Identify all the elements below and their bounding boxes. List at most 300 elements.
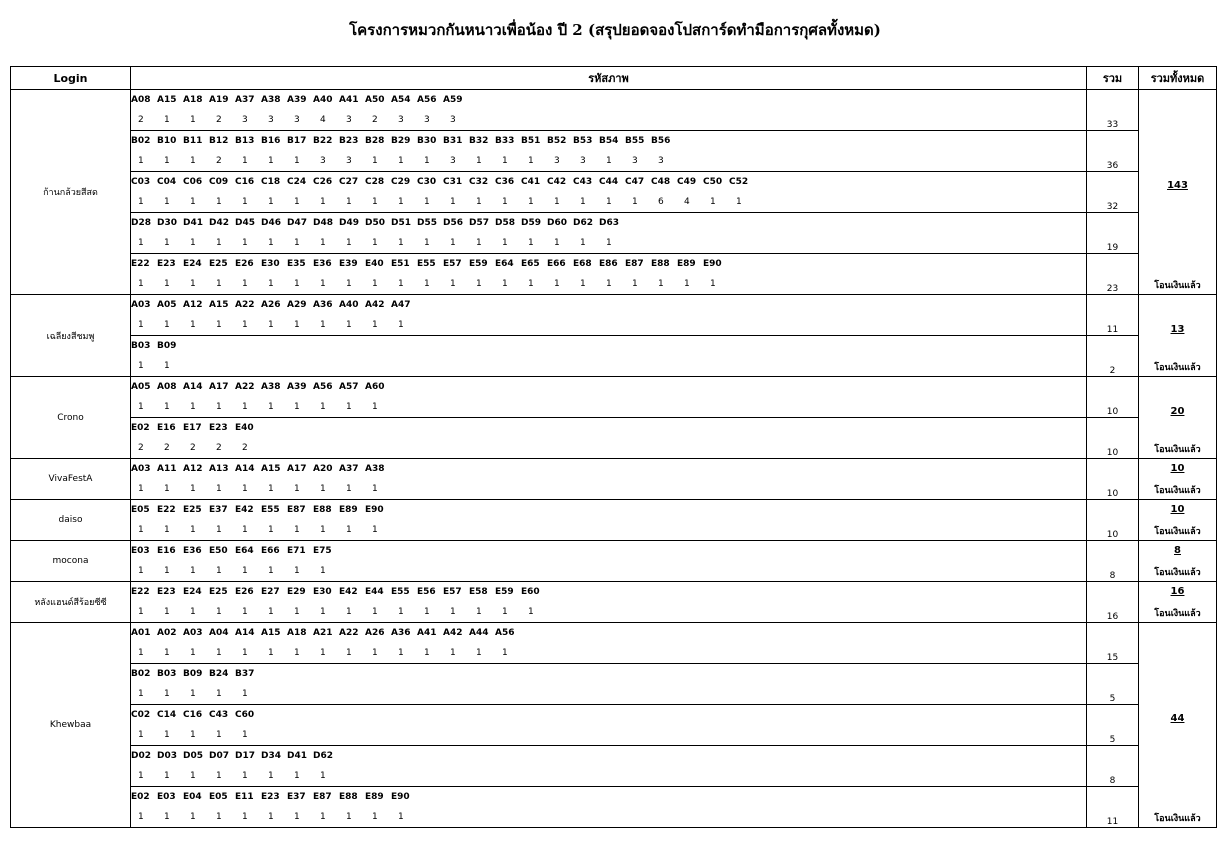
code-line — [131, 213, 1086, 233]
code-line — [131, 623, 1086, 643]
image-code: E90 — [703, 258, 722, 269]
quantity-value: 1 — [138, 237, 144, 248]
image-code: E59 — [495, 586, 514, 597]
quantity-value: 1 — [450, 237, 456, 248]
quantity-value: 1 — [736, 196, 742, 207]
quantity-value: 1 — [294, 237, 300, 248]
image-code: B22 — [313, 135, 333, 146]
image-code: D50 — [365, 217, 385, 228]
login-name: VivaFestA — [11, 459, 131, 500]
quantity-value: 1 — [164, 729, 170, 740]
image-code: A22 — [235, 299, 255, 310]
image-code: E36 — [313, 258, 332, 269]
image-code: B24 — [209, 668, 229, 679]
image-code: E30 — [313, 586, 332, 597]
image-code: A08 — [131, 94, 151, 105]
image-code: A14 — [235, 463, 255, 474]
quantity-value: 1 — [268, 565, 274, 576]
code-line — [131, 746, 1086, 766]
quantity-value: 1 — [268, 237, 274, 248]
quantity-line — [131, 479, 1086, 499]
image-code: E89 — [365, 791, 384, 802]
quantity-value: 1 — [710, 196, 716, 207]
row-sum: 33 — [1087, 90, 1139, 131]
image-code: A21 — [313, 627, 333, 638]
quantity-value: 1 — [294, 770, 300, 781]
image-code: C09 — [209, 176, 229, 187]
image-code: A15 — [157, 94, 177, 105]
image-code: E88 — [651, 258, 670, 269]
quantity-value: 3 — [346, 114, 352, 125]
quantity-value: 1 — [320, 401, 326, 412]
quantity-value: 2 — [242, 442, 248, 453]
quantity-value: 1 — [164, 524, 170, 535]
quantity-value: 1 — [528, 196, 534, 207]
table-row — [11, 787, 1217, 828]
row-sum: 11 — [1087, 295, 1139, 336]
quantity-value: 1 — [164, 319, 170, 330]
quantity-value: 1 — [164, 688, 170, 699]
image-code: C27 — [339, 176, 359, 187]
booking-summary-table — [10, 66, 1217, 828]
quantity-value: 1 — [606, 155, 612, 166]
code-cell — [131, 418, 1087, 459]
quantity-value: 3 — [554, 155, 560, 166]
image-code: E87 — [313, 791, 332, 802]
image-code: E22 — [131, 586, 150, 597]
quantity-value: 1 — [606, 196, 612, 207]
image-code: D03 — [157, 750, 177, 761]
image-code: E36 — [183, 545, 202, 556]
codes-column-header: รหัสภาพ — [131, 67, 1087, 90]
row-sum: 5 — [1087, 664, 1139, 705]
quantity-value: 1 — [242, 729, 248, 740]
quantity-value: 1 — [502, 196, 508, 207]
image-code: A14 — [183, 381, 203, 392]
quantity-value: 1 — [476, 606, 482, 617]
quantity-value: 1 — [320, 647, 326, 658]
image-code: C30 — [417, 176, 437, 187]
quantity-value: 1 — [216, 319, 222, 330]
quantity-value: 1 — [424, 606, 430, 617]
image-code: E26 — [235, 258, 254, 269]
quantity-value: 1 — [346, 401, 352, 412]
quantity-line — [131, 274, 1086, 294]
quantity-value: 3 — [450, 114, 456, 125]
quantity-value: 1 — [476, 278, 482, 289]
image-code: E30 — [261, 258, 280, 269]
table-row — [11, 705, 1217, 746]
quantity-value: 1 — [190, 196, 196, 207]
payment-status: โอนเงินแล้ว — [1154, 527, 1201, 537]
quantity-value: 1 — [320, 319, 326, 330]
group-total-cell — [1139, 90, 1217, 295]
quantity-value: 2 — [164, 442, 170, 453]
quantity-value: 1 — [190, 319, 196, 330]
image-code: A18 — [287, 627, 307, 638]
image-code: E26 — [235, 586, 254, 597]
quantity-value: 1 — [372, 483, 378, 494]
image-code: E86 — [599, 258, 618, 269]
quantity-value: 1 — [346, 811, 352, 822]
quantity-line — [131, 110, 1086, 130]
row-sum: 23 — [1087, 254, 1139, 295]
quantity-line — [131, 315, 1086, 335]
code-cell — [131, 172, 1087, 213]
quantity-value: 1 — [424, 155, 430, 166]
code-line — [131, 336, 1086, 356]
image-code: B31 — [443, 135, 463, 146]
image-code: B32 — [469, 135, 489, 146]
image-code: E42 — [339, 586, 358, 597]
image-code: E88 — [313, 504, 332, 515]
image-code: C16 — [183, 709, 203, 720]
code-line — [131, 664, 1086, 684]
image-code: D48 — [313, 217, 333, 228]
image-code: E87 — [287, 504, 306, 515]
quantity-line — [131, 561, 1086, 581]
quantity-value: 1 — [190, 483, 196, 494]
quantity-line — [131, 807, 1086, 827]
image-code: A37 — [235, 94, 255, 105]
code-line — [131, 459, 1086, 479]
quantity-value: 1 — [164, 237, 170, 248]
image-code: D45 — [235, 217, 255, 228]
quantity-value: 3 — [242, 114, 248, 125]
image-code: A36 — [391, 627, 411, 638]
quantity-value: 1 — [138, 524, 144, 535]
quantity-value: 4 — [684, 196, 690, 207]
image-code: C47 — [625, 176, 645, 187]
quantity-value: 1 — [190, 155, 196, 166]
table-row — [11, 377, 1217, 418]
code-cell — [131, 90, 1087, 131]
quantity-value: 1 — [528, 155, 534, 166]
quantity-value: 1 — [294, 647, 300, 658]
quantity-value: 1 — [580, 278, 586, 289]
login-name: daiso — [11, 500, 131, 541]
image-code: E11 — [235, 791, 254, 802]
login-name: Khewbaa — [11, 623, 131, 828]
image-code: E56 — [417, 586, 436, 597]
image-code: E87 — [625, 258, 644, 269]
image-code: E59 — [469, 258, 488, 269]
quantity-value: 1 — [190, 114, 196, 125]
row-sum: 10 — [1087, 459, 1139, 500]
row-sum: 10 — [1087, 500, 1139, 541]
image-code: C50 — [703, 176, 723, 187]
quantity-value: 1 — [294, 606, 300, 617]
quantity-value: 1 — [632, 278, 638, 289]
quantity-value: 1 — [372, 319, 378, 330]
code-cell — [131, 623, 1087, 664]
quantity-value: 2 — [216, 155, 222, 166]
quantity-value: 1 — [398, 319, 404, 330]
image-code: E89 — [339, 504, 358, 515]
code-cell — [131, 254, 1087, 295]
table-row — [11, 418, 1217, 459]
image-code: E66 — [261, 545, 280, 556]
image-code: A03 — [131, 463, 151, 474]
quantity-value: 1 — [138, 278, 144, 289]
image-code: C41 — [521, 176, 541, 187]
image-code: D41 — [183, 217, 203, 228]
quantity-value: 1 — [372, 278, 378, 289]
image-code: B03 — [131, 340, 151, 351]
quantity-value: 1 — [502, 606, 508, 617]
code-cell — [131, 459, 1087, 500]
quantity-line — [131, 602, 1086, 622]
quantity-value: 1 — [216, 483, 222, 494]
code-line — [131, 90, 1086, 110]
quantity-value: 1 — [294, 483, 300, 494]
quantity-value: 1 — [242, 319, 248, 330]
quantity-value: 1 — [294, 811, 300, 822]
quantity-value: 1 — [164, 401, 170, 412]
image-code: B17 — [287, 135, 307, 146]
quantity-value: 1 — [710, 278, 716, 289]
quantity-value: 1 — [320, 565, 326, 576]
image-code: A54 — [391, 94, 411, 105]
image-code: A13 — [209, 463, 229, 474]
quantity-value: 1 — [294, 155, 300, 166]
quantity-value: 1 — [268, 524, 274, 535]
table-row — [11, 254, 1217, 295]
image-code: E02 — [131, 791, 150, 802]
quantity-value: 1 — [242, 811, 248, 822]
image-code: A42 — [365, 299, 385, 310]
code-line — [131, 787, 1086, 807]
quantity-line — [131, 684, 1086, 704]
image-code: A12 — [183, 299, 203, 310]
image-code: C52 — [729, 176, 749, 187]
image-code: D02 — [131, 750, 151, 761]
code-line — [131, 295, 1086, 315]
quantity-line — [131, 725, 1086, 745]
group-total: 10 — [1170, 463, 1185, 474]
image-code: D41 — [287, 750, 307, 761]
image-code: A18 — [183, 94, 203, 105]
image-code: A60 — [365, 381, 385, 392]
quantity-value: 1 — [268, 647, 274, 658]
image-code: A01 — [131, 627, 151, 638]
image-code: E90 — [391, 791, 410, 802]
image-code: E16 — [157, 422, 176, 433]
group-total-cell — [1139, 377, 1217, 459]
image-code: E40 — [235, 422, 254, 433]
image-code: B54 — [599, 135, 619, 146]
image-code: A40 — [339, 299, 359, 310]
quantity-line — [131, 643, 1086, 663]
quantity-value: 1 — [502, 155, 508, 166]
quantity-value: 1 — [242, 278, 248, 289]
image-code: A38 — [261, 381, 281, 392]
quantity-value: 1 — [138, 688, 144, 699]
image-code: A39 — [287, 94, 307, 105]
image-code: B11 — [183, 135, 203, 146]
image-code: A04 — [209, 627, 229, 638]
quantity-value: 1 — [242, 401, 248, 412]
image-code: C26 — [313, 176, 333, 187]
quantity-value: 1 — [190, 237, 196, 248]
image-code: B55 — [625, 135, 645, 146]
image-code: E75 — [313, 545, 332, 556]
row-sum: 8 — [1087, 541, 1139, 582]
image-code: D59 — [521, 217, 541, 228]
code-cell — [131, 746, 1087, 787]
quantity-value: 1 — [450, 278, 456, 289]
quantity-value: 1 — [138, 606, 144, 617]
image-code: A03 — [131, 299, 151, 310]
quantity-value: 1 — [242, 647, 248, 658]
quantity-value: 1 — [372, 196, 378, 207]
image-code: D42 — [209, 217, 229, 228]
quantity-value: 1 — [554, 196, 560, 207]
image-code: E05 — [131, 504, 150, 515]
image-code: A41 — [417, 627, 437, 638]
code-line — [131, 582, 1086, 602]
quantity-value: 1 — [476, 196, 482, 207]
table-body — [11, 90, 1217, 828]
image-code: C32 — [469, 176, 489, 187]
image-code: E44 — [365, 586, 384, 597]
image-code: E02 — [131, 422, 150, 433]
image-code: A44 — [469, 627, 489, 638]
code-cell — [131, 295, 1087, 336]
quantity-value: 2 — [372, 114, 378, 125]
quantity-value: 1 — [138, 483, 144, 494]
quantity-value: 1 — [476, 237, 482, 248]
quantity-value: 1 — [164, 483, 170, 494]
quantity-value: 1 — [294, 401, 300, 412]
group-total: 143 — [1167, 180, 1188, 191]
image-code: E17 — [183, 422, 202, 433]
quantity-line — [131, 192, 1086, 212]
image-code: B37 — [235, 668, 255, 679]
quantity-value: 1 — [138, 196, 144, 207]
table-row — [11, 582, 1217, 623]
quantity-value: 1 — [398, 647, 404, 658]
image-code: A20 — [313, 463, 333, 474]
quantity-value: 1 — [216, 196, 222, 207]
image-code: B12 — [209, 135, 229, 146]
quantity-line — [131, 438, 1086, 458]
image-code: D47 — [287, 217, 307, 228]
image-code: A08 — [157, 381, 177, 392]
image-code: B23 — [339, 135, 359, 146]
quantity-value: 1 — [216, 401, 222, 412]
image-code: E64 — [495, 258, 514, 269]
quantity-value: 1 — [346, 524, 352, 535]
row-sum: 16 — [1087, 582, 1139, 623]
quantity-value: 1 — [502, 237, 508, 248]
group-total-cell — [1139, 541, 1217, 582]
quantity-value: 1 — [216, 811, 222, 822]
quantity-value: 1 — [242, 770, 248, 781]
row-sum: 36 — [1087, 131, 1139, 172]
image-code: E29 — [287, 586, 306, 597]
image-code: E05 — [209, 791, 228, 802]
total-column-header: รวมทั้งหมด — [1139, 67, 1217, 90]
table-row — [11, 500, 1217, 541]
quantity-value: 1 — [268, 770, 274, 781]
image-code: A41 — [339, 94, 359, 105]
image-code: A22 — [235, 381, 255, 392]
quantity-value: 2 — [138, 442, 144, 453]
quantity-value: 1 — [216, 606, 222, 617]
image-code: B53 — [573, 135, 593, 146]
image-code: C42 — [547, 176, 567, 187]
quantity-value: 1 — [268, 483, 274, 494]
image-code: E68 — [573, 258, 592, 269]
image-code: C28 — [365, 176, 385, 187]
image-code: C60 — [235, 709, 255, 720]
quantity-value: 1 — [528, 278, 534, 289]
image-code: D34 — [261, 750, 281, 761]
quantity-value: 3 — [398, 114, 404, 125]
quantity-value: 1 — [190, 729, 196, 740]
quantity-value: 1 — [502, 278, 508, 289]
quantity-value: 1 — [294, 278, 300, 289]
image-code: E25 — [209, 258, 228, 269]
login-name: เฉลียงสีชมพู — [11, 295, 131, 377]
quantity-value: 3 — [450, 155, 456, 166]
row-sum: 2 — [1087, 336, 1139, 377]
quantity-value: 1 — [138, 155, 144, 166]
image-code: A05 — [131, 381, 151, 392]
quantity-value: 1 — [164, 647, 170, 658]
code-cell — [131, 213, 1087, 254]
code-cell — [131, 336, 1087, 377]
image-code: E22 — [131, 258, 150, 269]
image-code: B28 — [365, 135, 385, 146]
table-row — [11, 131, 1217, 172]
quantity-value: 1 — [528, 237, 534, 248]
quantity-value: 1 — [190, 647, 196, 658]
image-code: E55 — [391, 586, 410, 597]
image-code: A40 — [313, 94, 333, 105]
quantity-value: 1 — [424, 647, 430, 658]
quantity-value: 1 — [398, 606, 404, 617]
image-code: C14 — [157, 709, 177, 720]
quantity-value: 1 — [398, 196, 404, 207]
image-code: B09 — [183, 668, 203, 679]
table-row — [11, 172, 1217, 213]
quantity-line — [131, 233, 1086, 253]
quantity-value: 1 — [346, 196, 352, 207]
image-code: A17 — [287, 463, 307, 474]
image-code: E64 — [235, 545, 254, 556]
quantity-value: 1 — [164, 811, 170, 822]
quantity-value: 1 — [372, 811, 378, 822]
table-row — [11, 295, 1217, 336]
image-code: A47 — [391, 299, 411, 310]
image-code: C06 — [183, 176, 203, 187]
image-code: E37 — [209, 504, 228, 515]
quantity-value: 1 — [138, 811, 144, 822]
group-total-cell — [1139, 500, 1217, 541]
image-code: D60 — [547, 217, 567, 228]
image-code: B09 — [157, 340, 177, 351]
image-code: E42 — [235, 504, 254, 515]
image-code: C49 — [677, 176, 697, 187]
quantity-value: 1 — [580, 237, 586, 248]
quantity-value: 1 — [294, 565, 300, 576]
quantity-value: 1 — [320, 196, 326, 207]
quantity-value: 1 — [242, 688, 248, 699]
image-code: E27 — [261, 586, 280, 597]
image-code: A15 — [209, 299, 229, 310]
